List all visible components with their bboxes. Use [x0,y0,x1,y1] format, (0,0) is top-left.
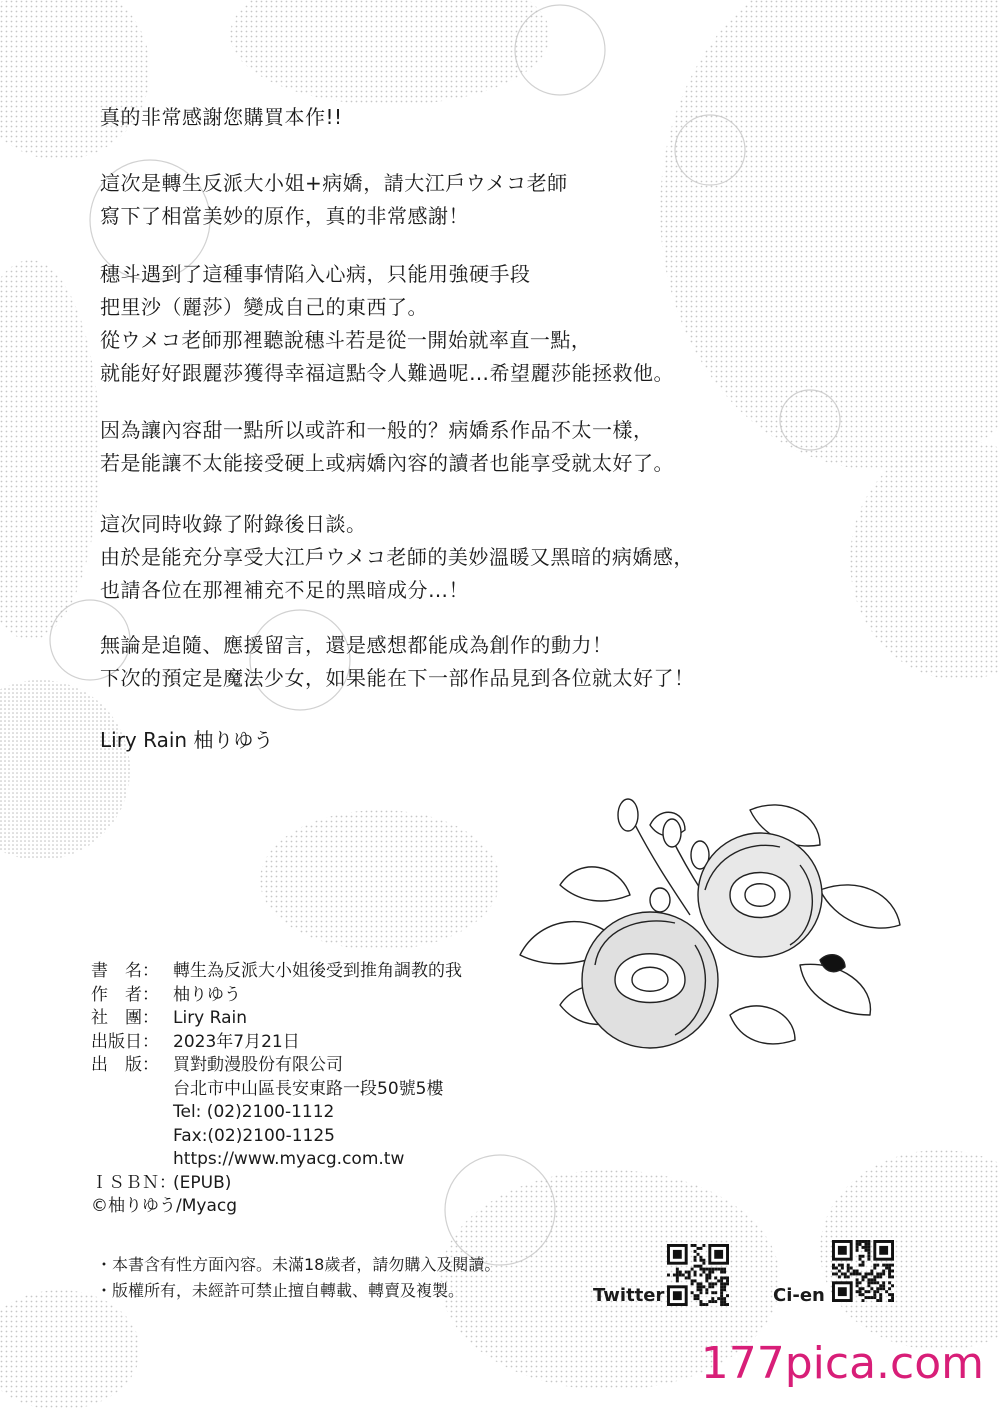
rose-illustration [500,795,920,1055]
qr-code-icon [667,1244,729,1306]
afterword-paragraph-3 [100,258,674,390]
afterword-line: 從ウメコ老師那裡聽說穗斗若是從一開始就率直一點， [100,328,592,352]
colophon-label: 出版日： [91,1031,159,1052]
colophon-isbn-row [91,1172,462,1196]
colophon-fax-row [91,1125,462,1149]
publisher-tel: Tel: (02)2100-1112 [173,1102,335,1122]
afterword-line: 把里沙（麗莎）變成自己的東西了。 [100,295,428,319]
colophon-author-row [91,984,462,1008]
site-watermark: 177pica.com [700,1338,984,1389]
afterword-paragraph-6 [100,629,695,695]
colophon-url-row [91,1148,462,1172]
colophon-label: 社 團： [91,1008,159,1028]
copyright-line: ©柚りゆう/Myacg [91,1196,238,1216]
colophon-publisher-row [91,1054,462,1078]
afterword-line: 若是能讓不太能接受硬上或病嬌內容的讀者也能享受就太好了。 [100,451,674,475]
afterword-paragraph-1 [100,101,343,134]
afterword-line: 穗斗遇到了這種事情陷入心病，只能用強硬手段 [100,262,531,286]
book-author: 柚りゆう [173,984,241,1005]
publisher-address: 台北市中山區長安東路一段50號5樓 [173,1078,444,1099]
afterword-line: 這次同時收錄了附錄後日談。 [100,512,367,536]
publish-date: 2023年7月21日 [173,1031,300,1052]
publisher-name: 買對動漫股份有限公司 [173,1055,343,1075]
colophon-label: ＩＳＢＮ： [91,1172,176,1193]
isbn-value: (EPUB) [173,1172,232,1193]
publisher-fax: Fax:(02)2100-1125 [173,1125,335,1146]
note-line: ・版權所有，未經許可禁止擅自轉載、轉賣及複製。 [96,1281,465,1300]
book-title: 轉生為反派大小姐後受到推角調教的我 [173,961,462,981]
afterword-paragraph-4 [100,414,674,480]
afterword-paragraph-2 [100,167,568,233]
colophon-date-row [91,1031,462,1055]
afterword-line: 無論是追隨、應援留言，還是感想都能成為創作的動力！ [100,633,613,657]
afterword-line: 也請各位在那裡補充不足的黑暗成分…！ [100,578,469,602]
colophon-label: 出 版： [91,1055,159,1075]
colophon-tel-row [91,1101,462,1125]
afterword-line: 由於是能充分享受大江戶ウメコ老師的美妙溫暖又黑暗的病嬌感， [100,545,694,569]
colophon-label: 作 者： [91,984,159,1005]
afterword-paragraph-5 [100,508,694,607]
book-circle: Liry Rain [173,1008,248,1028]
afterword-line: 這次是轉生反派大小姐+病嬌，請大江戶ウメコ老師 [100,171,568,195]
colophon-circle-row [91,1007,462,1031]
author-signature: Liry Rain 柚りゆう [100,728,274,752]
afterword-line: 下次的預定是魔法少女，如果能在下一部作品見到各位就太好了！ [100,666,695,690]
qr-code-icon [832,1240,894,1302]
afterword-line: 因為讓內容甜一點所以或許和一般的？病嬌系作品不太一樣， [100,418,654,442]
afterword-line: 真的非常感謝您購買本作!! [100,105,343,129]
colophon-label: 書 名： [91,961,159,981]
colophon-title-row [91,960,462,984]
colophon [91,960,462,1219]
publisher-url: https://www.myacg.com.tw [173,1149,405,1169]
legal-notes [96,1252,500,1304]
ci-en-qr-label: Ci-en [773,1285,825,1306]
afterword-line: 寫下了相當美妙的原作，真的非常感謝！ [100,204,469,228]
afterword-line: 就能好好跟麗莎獲得幸福這點令人難過呢…希望麗莎能拯救他。 [100,361,674,385]
colophon-address-row [91,1078,462,1102]
note-line: ・本書含有性方面內容。未滿18歲者，請勿購入及閱讀。 [96,1255,501,1274]
twitter-qr-label: Twitter [593,1285,665,1306]
